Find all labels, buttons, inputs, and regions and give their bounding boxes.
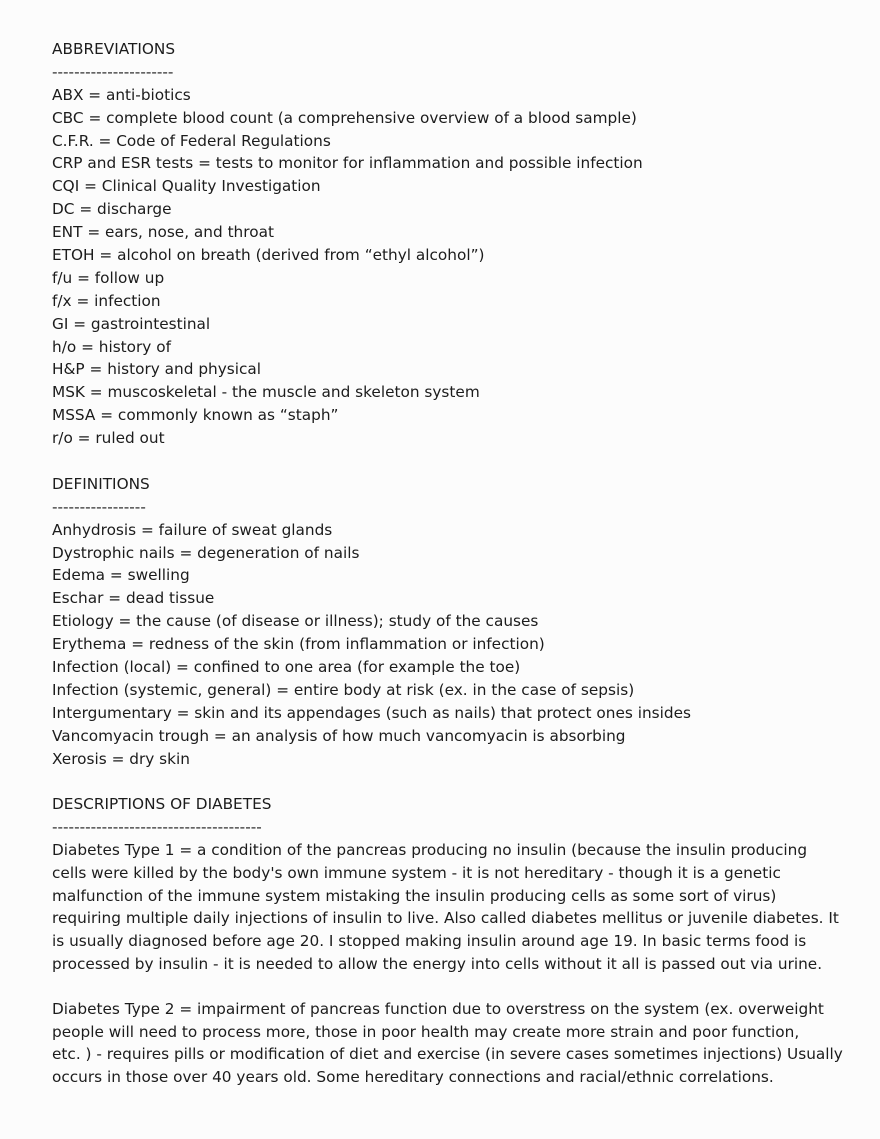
section-gap [52, 450, 840, 473]
definition-item: Infection (systemic, general) = entire body at risk (ex. in the case of sepsis) [52, 680, 635, 699]
definition-item: Intergumentary = skin and its appendages (such as nails) that protect ones insides [52, 703, 691, 722]
abbreviation-item: f/u = follow up [52, 268, 165, 287]
abbreviations-section [52, 38, 840, 450]
abbreviation-item: C.F.R. = Code of Federal Regulations [52, 131, 331, 150]
paragraph-line: etc. ) - requires pills or modification of diet and exercise (in severe cases sometimes injections) Usually [52, 1045, 843, 1064]
diabetes-heading: DESCRIPTIONS OF DIABETES [52, 795, 272, 814]
abbreviation-item: r/o = ruled out [52, 429, 165, 448]
definition-item: Vancomyacin trough = an analysis of how much vancomyacin is absorbing [52, 726, 626, 745]
paragraph-line: processed by insulin - it is needed to allow the energy into cells without it all is passed out via urine. [52, 954, 823, 973]
definitions-rule: ----------------- [52, 497, 146, 516]
abbreviation-item: MSSA = commonly known as “staph” [52, 406, 339, 425]
definitions-section [52, 473, 840, 771]
abbreviation-item: ABX = anti-biotics [52, 85, 191, 104]
abbreviation-item: CRP and ESR tests = tests to monitor for inflammation and possible infection [52, 154, 643, 173]
abbreviation-item: f/x = infection [52, 291, 161, 310]
abbreviation-item: H&P = history and physical [52, 360, 262, 379]
abbreviation-item: DC = discharge [52, 200, 172, 219]
paragraph-line: Diabetes Type 1 = a condition of the pancreas producing no insulin (because the insulin producing [52, 841, 808, 860]
paragraph-gap [52, 975, 840, 998]
definition-item: Erythema = redness of the skin (from inflammation or infection) [52, 635, 545, 654]
abbreviation-item: h/o = history of [52, 337, 171, 356]
paragraph-line: cells were killed by the body's own immune system - it is not hereditary - though it is a genetic [52, 863, 781, 882]
abbreviation-item: CQI = Clinical Quality Investigation [52, 177, 321, 196]
abbreviation-item: CBC = complete blood count (a comprehensive overview of a blood sample) [52, 108, 637, 127]
diabetes-section [52, 793, 843, 1088]
definition-item: Infection (local) = confined to one area (for example the toe) [52, 658, 521, 677]
abbreviation-item: GI = gastrointestinal [52, 314, 211, 333]
definition-item: Edema = swelling [52, 566, 190, 585]
paragraph-line: Diabetes Type 2 = impairment of pancreas function due to overstress on the system (ex. overweight [52, 999, 824, 1018]
paragraph-line: is usually diagnosed before age 20. I stopped making insulin around age 19. In basic terms food is [52, 931, 807, 950]
diabetes-type2-paragraph [52, 998, 842, 1089]
abbreviations-rule: ---------------------- [52, 62, 174, 81]
definitions-heading: DEFINITIONS [52, 474, 150, 493]
paragraph-line: people will need to process more, those in poor health may create more strain and poor function, [52, 1022, 800, 1041]
definition-item: Dystrophic nails = degeneration of nails [52, 543, 360, 562]
definition-item: Etiology = the cause (of disease or illness); study of the causes [52, 612, 539, 631]
diabetes-rule: -------------------------------------- [52, 818, 262, 837]
abbreviation-item: ENT = ears, nose, and throat [52, 223, 274, 242]
abbreviation-item: MSK = muscoskeletal - the muscle and skeleton system [52, 383, 480, 402]
definition-item: Eschar = dead tissue [52, 589, 215, 608]
paragraph-line: occurs in those over 40 years old. Some hereditary connections and racial/ethnic correlations. [52, 1068, 774, 1087]
definition-item: Anhydrosis = failure of sweat glands [52, 520, 333, 539]
abbreviations-heading: ABBREVIATIONS [52, 40, 176, 58]
paragraph-line: malfunction of the immune system mistaking the insulin producing cells as some sort of virus) [52, 886, 777, 905]
definition-item: Xerosis = dry skin [52, 749, 190, 768]
section-gap [52, 771, 840, 794]
abbreviation-item: ETOH = alcohol on breath (derived from “ethyl alcohol”) [52, 246, 485, 265]
diabetes-type1-paragraph [52, 839, 842, 975]
paragraph-line: requiring multiple daily injections of insulin to live. Also called diabetes mellitus or juvenile diabetes. It [52, 909, 839, 928]
